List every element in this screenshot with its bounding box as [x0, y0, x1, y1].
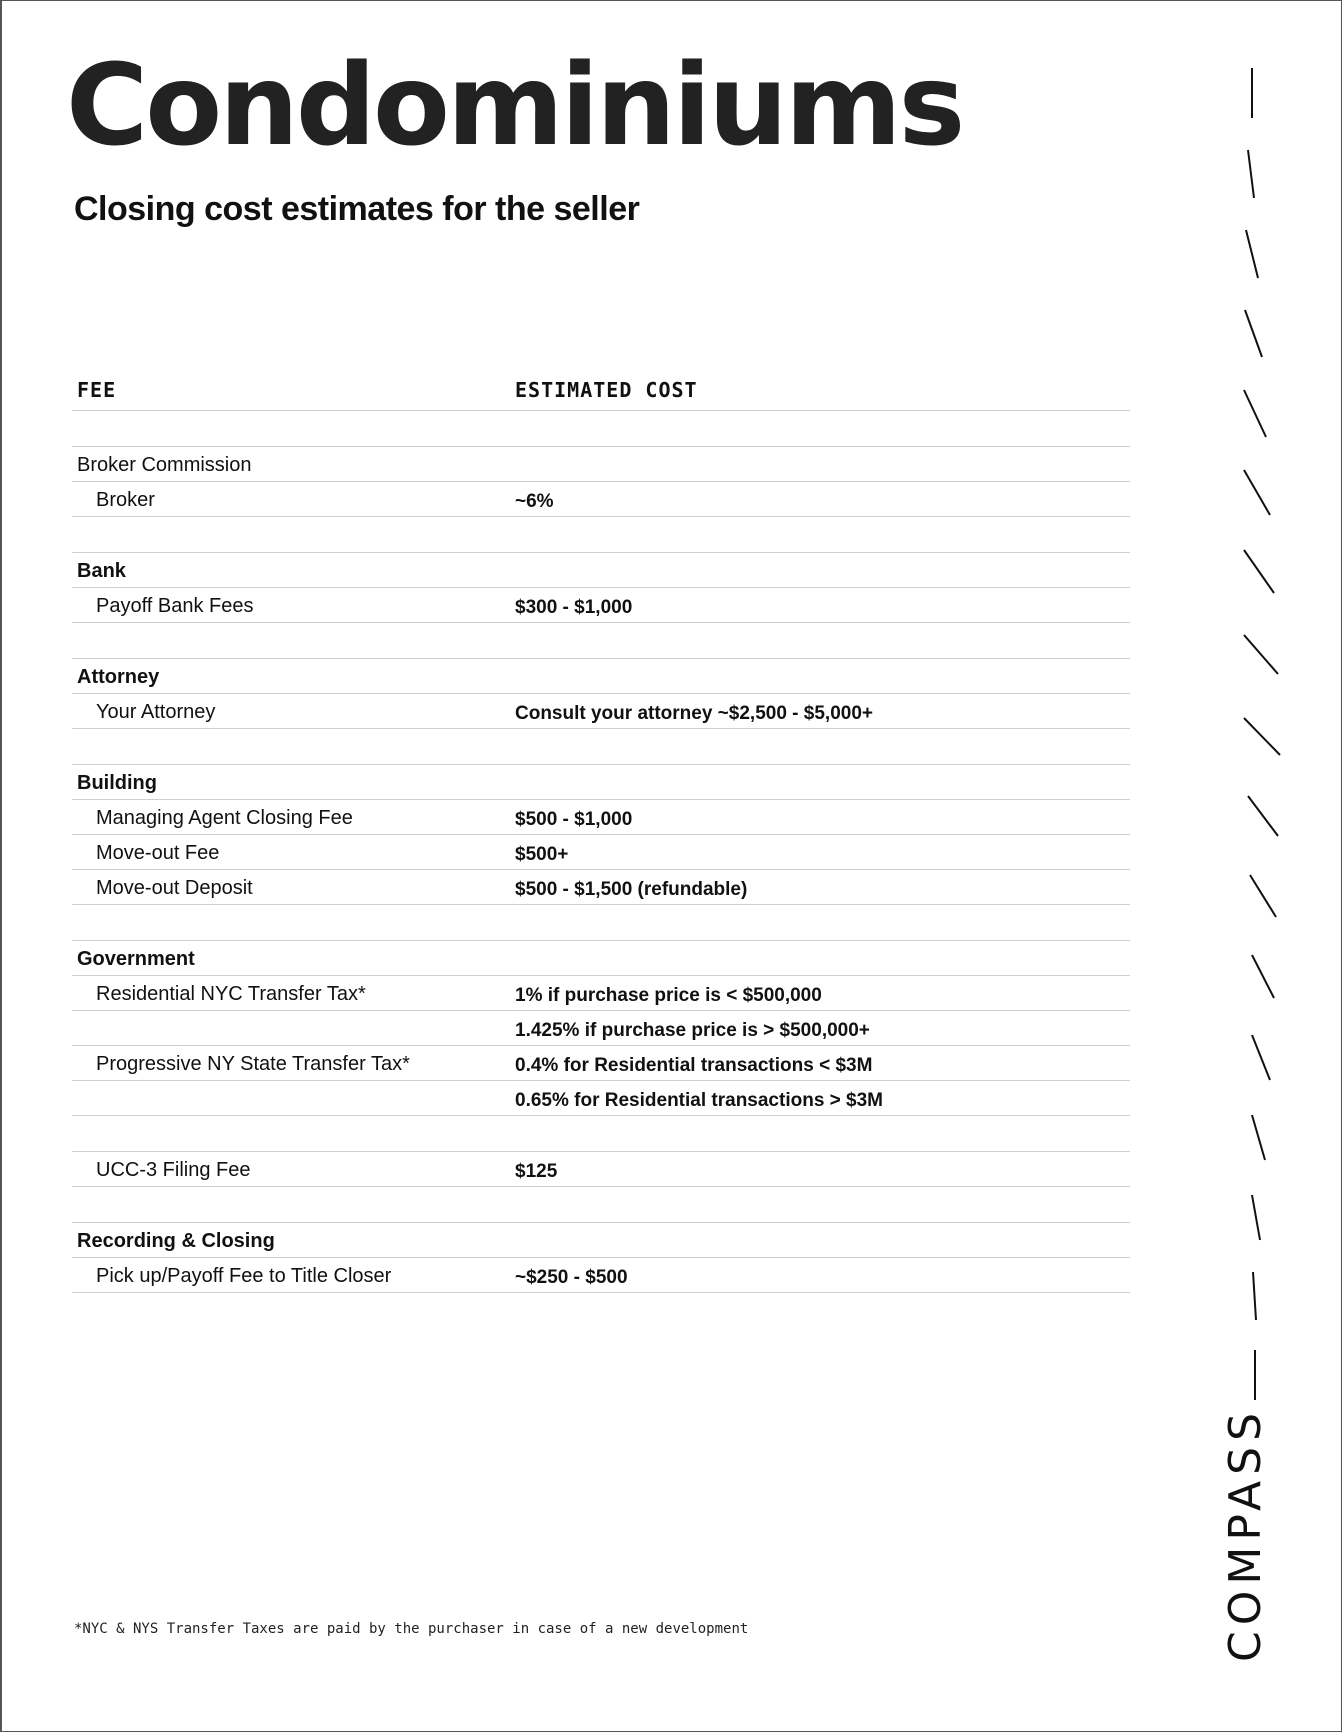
table-row [72, 553, 1130, 588]
estimated-cost-value: 0.4% for Residential transactions < $3M [515, 1055, 873, 1076]
table-row [72, 800, 1130, 835]
page-subtitle: Closing cost estimates for the seller [74, 190, 640, 228]
table-spacer-row [72, 905, 1130, 941]
compass-logo: COMPASS [1220, 1407, 1271, 1662]
table-row [72, 659, 1130, 694]
tick-mark [1244, 550, 1274, 593]
table-row [72, 1258, 1130, 1293]
fee-label: Move-out Deposit [96, 877, 253, 899]
table-row [72, 1152, 1130, 1187]
table-spacer-row [72, 517, 1130, 553]
tick-mark [1252, 955, 1274, 998]
header-estimated-cost: ESTIMATED COST [515, 378, 698, 402]
table-row [72, 835, 1130, 870]
fee-label: Progressive NY State Transfer Tax* [96, 1053, 410, 1075]
table-spacer-row [72, 411, 1130, 447]
fee-label: Your Attorney [96, 701, 216, 723]
estimated-cost-value: $500+ [515, 844, 569, 865]
tick-mark [1252, 1195, 1260, 1240]
estimated-cost-value: 0.65% for Residential transactions > $3M [515, 1090, 883, 1111]
estimated-cost-value: $500 - $1,000 [515, 809, 633, 830]
fee-label: UCC-3 Filing Fee [96, 1159, 251, 1181]
category-label: Recording & Closing [77, 1230, 275, 1252]
tick-mark [1244, 470, 1270, 515]
fee-label: Move-out Fee [96, 842, 220, 864]
category-label: Broker Commission [77, 454, 252, 476]
fee-label: Payoff Bank Fees [96, 595, 254, 617]
table-spacer-row [72, 1116, 1130, 1152]
tick-mark [1252, 1035, 1270, 1080]
table-spacer-row [72, 623, 1130, 659]
tick-mark [1246, 230, 1258, 278]
table-row [72, 870, 1130, 905]
table-row [72, 482, 1130, 517]
category-label: Bank [77, 560, 126, 582]
table-row [72, 941, 1130, 976]
table-header [72, 372, 1130, 411]
estimated-cost-value: $500 - $1,500 (refundable) [515, 879, 748, 900]
table-row [72, 1081, 1130, 1116]
table-spacer-row [72, 729, 1130, 765]
fee-label: Pick up/Payoff Fee to Title Closer [96, 1265, 392, 1287]
page-title: Condominiums [66, 41, 963, 171]
tick-mark [1252, 1115, 1265, 1160]
table-row [72, 447, 1130, 482]
table-body [72, 411, 1130, 1293]
table-row [72, 765, 1130, 800]
fee-label: Residential NYC Transfer Tax* [96, 983, 366, 1005]
estimated-cost-value: ~$250 - $500 [515, 1267, 628, 1288]
estimated-cost-value: Consult your attorney ~$2,500 - $5,000+ [515, 703, 873, 724]
tick-mark [1248, 150, 1254, 198]
table-row [72, 1046, 1130, 1081]
tick-mark [1244, 390, 1266, 437]
tick-mark [1244, 718, 1280, 755]
footnote: *NYC & NYS Transfer Taxes are paid by the purchaser in case of a new development [74, 1621, 749, 1637]
table-row [72, 588, 1130, 623]
category-label: Building [77, 772, 157, 794]
tick-mark [1245, 310, 1262, 357]
tick-mark [1250, 875, 1276, 917]
header-fee: FEE [77, 378, 117, 402]
tick-mark [1253, 1272, 1256, 1320]
fee-label: Managing Agent Closing Fee [96, 807, 353, 829]
estimated-cost-value: $300 - $1,000 [515, 597, 633, 618]
category-label: Attorney [77, 666, 160, 688]
table-row [72, 694, 1130, 729]
table-row [72, 1223, 1130, 1258]
estimated-cost-value: $125 [515, 1161, 558, 1182]
tick-mark [1244, 635, 1278, 674]
fee-label: Broker [96, 489, 155, 511]
fee-table [72, 372, 1130, 1293]
estimated-cost-value: 1.425% if purchase price is > $500,000+ [515, 1020, 870, 1041]
table-row [72, 1011, 1130, 1046]
table-spacer-row [72, 1187, 1130, 1223]
estimated-cost-value: 1% if purchase price is < $500,000 [515, 985, 822, 1006]
estimated-cost-value: ~6% [515, 491, 554, 512]
table-row [72, 976, 1130, 1011]
tick-mark [1248, 796, 1278, 836]
category-label: Government [77, 948, 195, 970]
